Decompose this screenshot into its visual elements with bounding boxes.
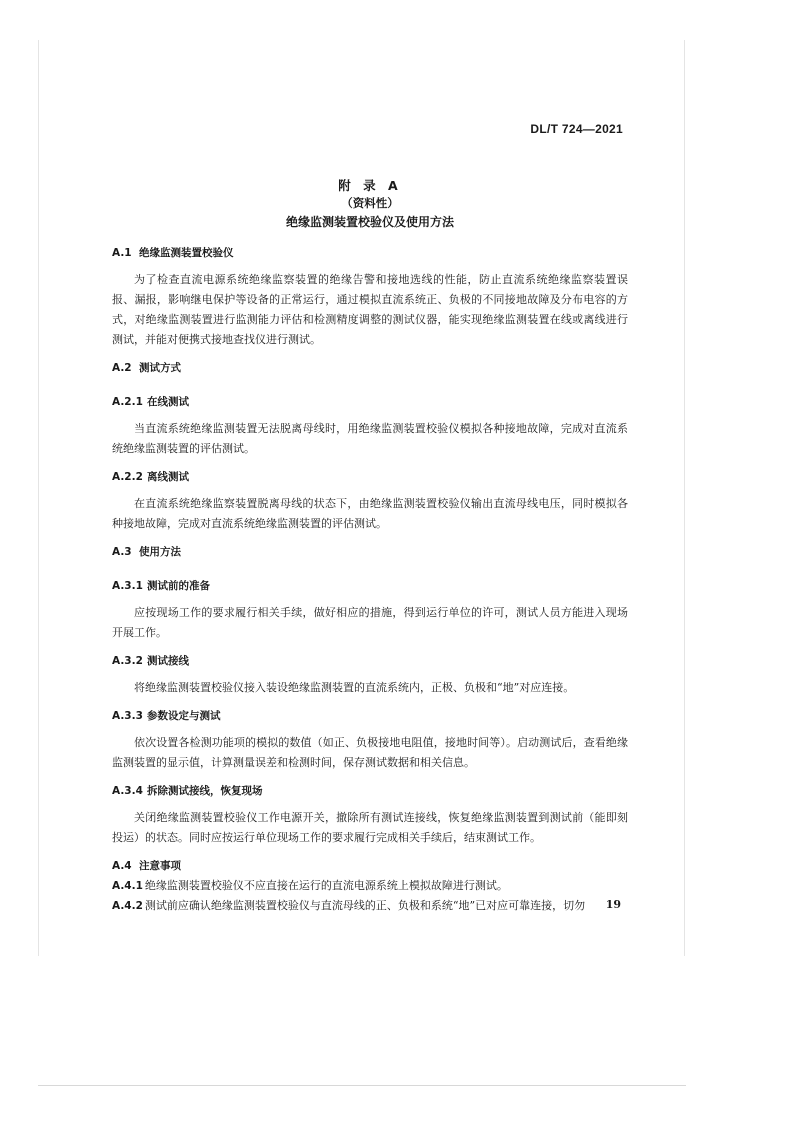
section-paragraph-a32: 将绝缘监测装置校验仪接入装设绝缘监测装置的直流系统内，正极、负极和“地”对应连接。 xyxy=(134,681,575,694)
section-title: 使用方法 xyxy=(139,546,181,558)
section-number: A.2.1 xyxy=(112,396,143,408)
section-heading-a2 xyxy=(112,358,628,378)
section-number: A.3.1 xyxy=(112,580,143,592)
bottom-rule xyxy=(38,1085,686,1086)
list-item-a41 xyxy=(112,876,628,896)
section-heading-a4 xyxy=(112,856,628,876)
page-edge-left xyxy=(38,40,39,956)
section-title: 绝缘监测装置校验仪 xyxy=(139,247,234,259)
page-number: 19 xyxy=(605,898,621,911)
section-title: 测试接线 xyxy=(147,655,189,667)
section-heading-a22 xyxy=(112,467,628,487)
section-heading-a34 xyxy=(112,781,628,801)
annex-nature: （资料性） xyxy=(341,196,399,210)
section-title: 测试方式 xyxy=(139,362,181,374)
section-number: A.3.4 xyxy=(112,785,143,797)
section-title: 拆除测试接线，恢复现场 xyxy=(147,785,263,797)
annex-heading: 绝缘监测装置校验仪及使用方法 xyxy=(285,215,454,229)
standard-code: DL/T 724—2021 xyxy=(530,122,623,136)
section-number: A.2 xyxy=(112,362,132,374)
section-number: A.2.2 xyxy=(112,471,143,483)
section-heading-a21 xyxy=(112,392,628,412)
section-heading-a1 xyxy=(112,243,628,263)
item-number: A.4.1 xyxy=(112,880,143,892)
section-heading-a32 xyxy=(112,651,628,671)
section-title: 离线测试 xyxy=(147,471,189,483)
section-number: A.1 xyxy=(112,247,132,259)
page-edge-right xyxy=(684,40,685,956)
list-item-a42 xyxy=(112,896,628,916)
section-title: 注意事项 xyxy=(139,860,181,872)
section-paragraph-a34: 关闭绝缘监测装置校验仪工作电源开关，撤除所有测试连接线，恢复绝缘监测装置到测试前（能即刻投运）的状态。同时应按运行单位现场工作的要求履行完成相关手续后，结束测试工作。 xyxy=(112,811,628,844)
section-title: 在线测试 xyxy=(147,396,189,408)
document-body xyxy=(112,243,628,916)
section-title: 测试前的准备 xyxy=(147,580,210,592)
item-text: 绝缘监测装置校验仪不应直接在运行的直流电源系统上模拟故障进行测试。 xyxy=(144,879,508,892)
section-paragraph-a22: 在直流系统绝缘监察装置脱离母线的状态下，由绝缘监测装置校验仪输出直流母线电压，同时模拟各种接地故障，完成对直流系统绝缘监测装置的评估测试。 xyxy=(112,497,628,530)
item-text: 测试前应确认绝缘监测装置校验仪与直流母线的正、负极和系统“地”已对应可靠连接，切勿 xyxy=(144,899,586,912)
item-number: A.4.2 xyxy=(112,900,143,912)
section-paragraph-a21: 当直流系统绝缘监测装置无法脱离母线时，用绝缘监测装置校验仪模拟各种接地故障，完成对直流系统绝缘监测装置的评估测试。 xyxy=(112,422,628,455)
section-paragraph-a31: 应按现场工作的要求履行相关手续，做好相应的措施，得到运行单位的许可，测试人员方能进入现场开展工作。 xyxy=(112,606,628,639)
annex-title: 附 录 A xyxy=(338,178,402,193)
section-number: A.4 xyxy=(112,860,132,872)
section-heading-a31 xyxy=(112,576,628,596)
section-number: A.3.3 xyxy=(112,710,143,722)
section-number: A.3 xyxy=(112,546,132,558)
section-title: 参数设定与测试 xyxy=(147,710,221,722)
section-heading-a33 xyxy=(112,706,628,726)
section-number: A.3.2 xyxy=(112,655,143,667)
section-paragraph-a1: 为了检查直流电源系统绝缘监察装置的绝缘告警和接地选线的性能，防止直流系统绝缘监察装置误报、漏报，影响继电保护等设备的正常运行，通过模拟直流系统正、负极的不同接地故障及分布电容的方式，对绝缘监测装置进行监测能力评估和检测精度调整的测试仪器，能实现绝缘监测装置在线或离线进行测试，并能对便携式接地查找仪进行测试。 xyxy=(112,273,628,346)
section-paragraph-a33: 依次设置各检测功能项的模拟的数值（如正、负极接地电阻值，接地时间等）。启动测试后，查看绝缘监测装置的显示值，计算测量误差和检测时间，保存测试数据和相关信息。 xyxy=(112,736,628,769)
section-heading-a3 xyxy=(112,542,628,562)
